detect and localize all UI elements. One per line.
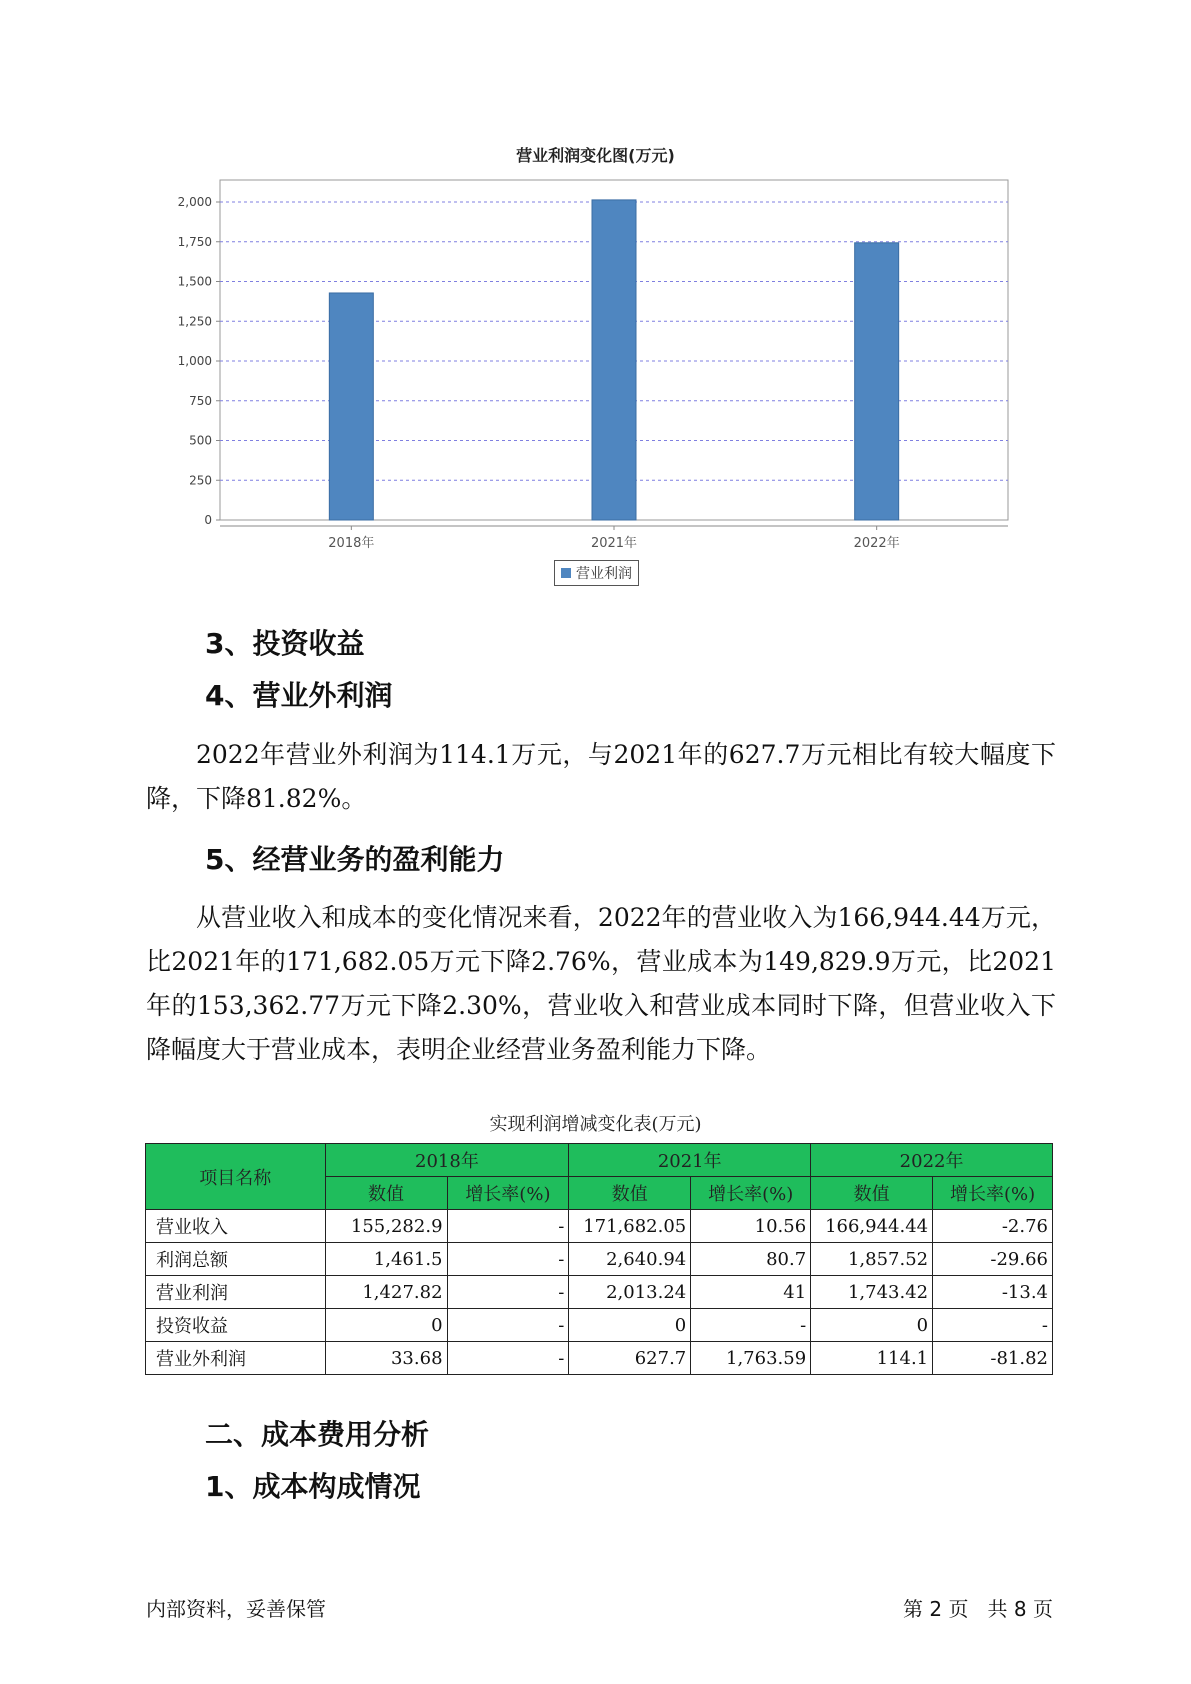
table-cell: 1,427.82 [325,1276,447,1309]
heading-non-operating-profit: 4、营业外利润 [205,679,393,712]
table-cell: 627.7 [569,1342,691,1375]
table-cell: -29.66 [933,1243,1053,1276]
table-cell: -81.82 [933,1342,1053,1375]
table-cell: 2,013.24 [569,1276,691,1309]
y-tick-label: 2,000 [177,195,212,209]
table-cell: 80.7 [691,1243,811,1276]
bar-2022年 [855,243,899,520]
table-cell: - [933,1309,1053,1342]
bar-2018年 [329,293,373,520]
y-tick-label: 1,000 [177,354,212,368]
table-cell: - [447,1210,569,1243]
table-row [146,1243,1053,1276]
footer-page-number: 第 2 页 共 8 页 [903,1597,1053,1621]
x-tick-label: 2022年 [853,536,900,551]
row-label: 营业收入 [146,1210,326,1243]
table-cell: -13.4 [933,1276,1053,1309]
chart-legend [554,560,639,586]
y-tick-label: 1,500 [177,274,212,289]
table-cell: 0 [325,1309,447,1342]
row-label: 营业利润 [146,1276,326,1309]
y-tick-label: 750 [189,393,212,408]
header-value: 数值 [325,1177,447,1210]
footer-confidential: 内部资料，妥善保管 [146,1597,326,1621]
table-cell: - [447,1243,569,1276]
table-cell: -2.76 [933,1210,1053,1243]
chart-title: 营业利润变化图(万元) [516,146,675,165]
table-cell: 171,682.05 [569,1210,691,1243]
y-tick-label: 1,250 [177,314,212,329]
profit-change-table [145,1143,1053,1375]
table-cell: 0 [811,1309,933,1342]
table-cell: 166,944.44 [811,1210,933,1243]
table-cell: 1,743.42 [811,1276,933,1309]
table-cell: - [691,1309,811,1342]
bar-chart [0,0,1191,600]
x-tick-label: 2018年 [328,536,375,551]
table-cell: - [447,1276,569,1309]
heading-investment-income: 3、投资收益 [205,627,365,660]
row-label: 营业外利润 [146,1342,326,1375]
table-cell: 1,857.52 [811,1243,933,1276]
header-value: 数值 [569,1177,691,1210]
table-cell: 10.56 [691,1210,811,1243]
table-row [146,1342,1053,1375]
paragraph-profitability: 从营业收入和成本的变化情况来看，2022年的营业收入为166,944.44万元，比2021年的171,682.05万元下降2.76%，营业成本为149,829.9万元，比2021年的153,362.77万元下降2.30%，营业收入和营业成本同时下降，但营业收入下降幅度大于营业成本，表明企业经营业务盈利能力下降。 [146,903,1056,1064]
table-row [146,1210,1053,1243]
paragraph-non-operating-profit: 2022年营业外利润为114.1万元，与2021年的627.7万元相比有较大幅度下降，下降81.82%。 [146,740,1056,813]
x-tick-label: 2021年 [590,536,638,551]
table-row [146,1276,1053,1309]
y-tick-label: 250 [189,473,212,488]
bar-2021年 [592,200,636,520]
header-rate: 增长率(%) [691,1177,811,1210]
table-cell: 114.1 [811,1342,933,1375]
table-cell: 33.68 [325,1342,447,1375]
table-caption: 实现利润增减变化表(万元) [489,1114,702,1135]
header-item-name: 项目名称 [146,1144,326,1210]
table-cell: 1,763.59 [691,1342,811,1375]
y-tick-label: 1,750 [177,234,212,249]
header-rate: 增长率(%) [933,1177,1053,1210]
header-year-2018: 2018年 [325,1144,569,1177]
table-cell: 1,461.5 [325,1243,447,1276]
heading-profitability: 5、经营业务的盈利能力 [205,843,505,876]
y-tick-label: 500 [189,433,212,448]
table-cell: 0 [569,1309,691,1342]
table-cell: 41 [691,1276,811,1309]
row-label: 投资收益 [146,1309,326,1342]
legend-swatch [561,568,571,578]
legend-label: 营业利润 [576,566,632,582]
header-year-2022: 2022年 [811,1144,1053,1177]
y-tick-label: 0 [204,513,212,527]
header-value: 数值 [811,1177,933,1210]
table-cell: 2,640.94 [569,1243,691,1276]
header-rate: 增长率(%) [447,1177,569,1210]
row-label: 利润总额 [146,1243,326,1276]
heading-cost-analysis: 二、成本费用分析 [205,1418,430,1451]
table-row [146,1309,1053,1342]
table-cell: 155,282.9 [325,1210,447,1243]
header-year-2021: 2021年 [569,1144,811,1177]
heading-cost-composition: 1、成本构成情况 [205,1470,421,1503]
table-cell: - [447,1342,569,1375]
table-cell: - [447,1309,569,1342]
